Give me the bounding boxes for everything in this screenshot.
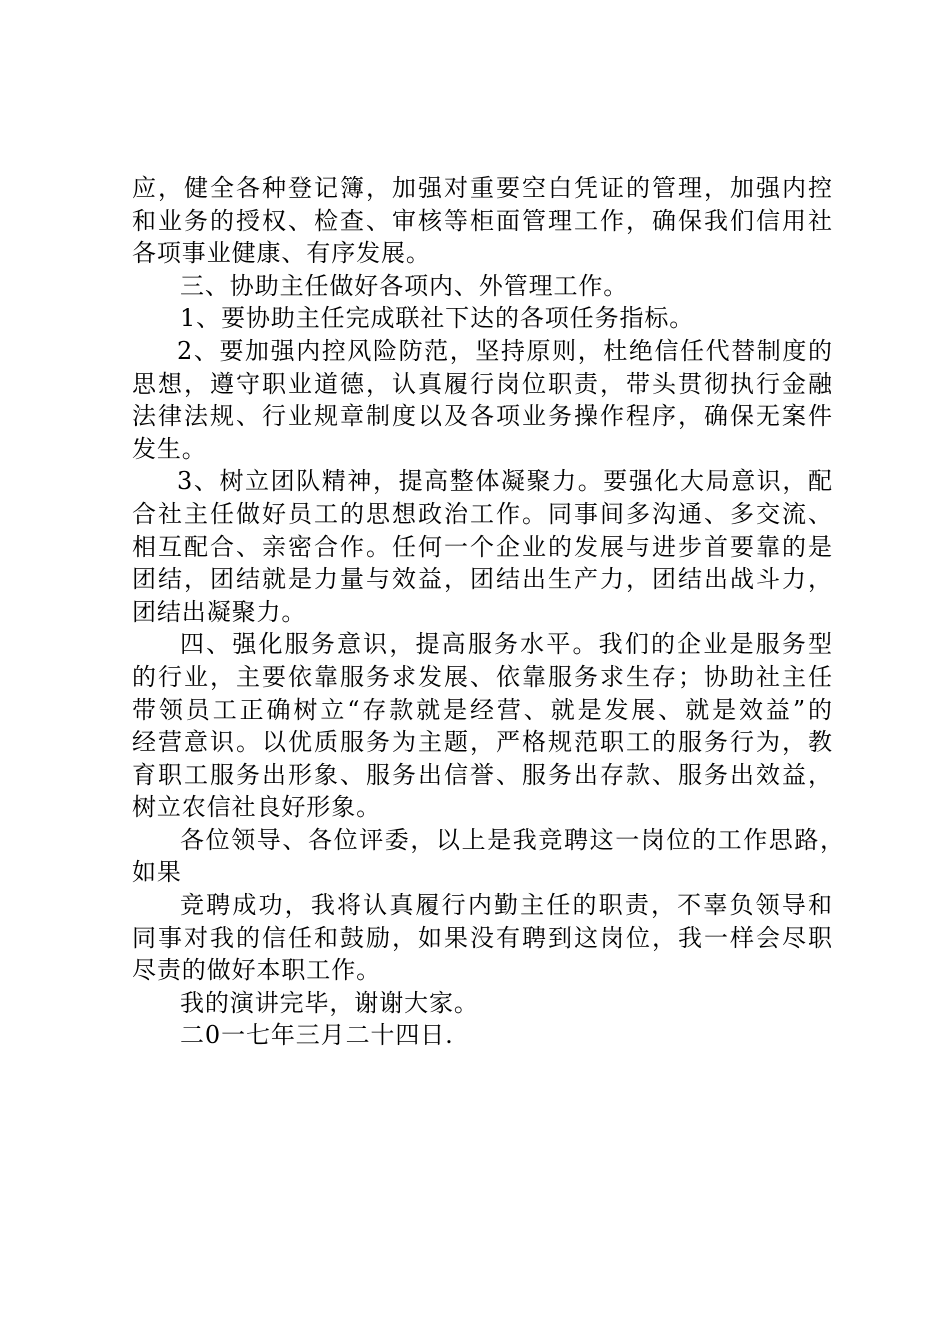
section-heading: 四、强化服务意识，提高服务水平。我们的企业是服务型 — [180, 630, 832, 659]
text-line: 竞聘成功，我将认真履行内勤主任的职责，不辜负领导和 — [180, 891, 832, 920]
text-line: 各位领导、各位评委，以上是我竞聘这一岗位的工作思路， — [180, 825, 844, 854]
text-line: 应，健全各种登记簿，加强对重要空白凭证的管理，加强内控 — [132, 174, 832, 202]
document-body — [132, 172, 844, 1052]
text-line: 合社主任做好员工的思想政治工作。同事间多沟通、多交流、 — [132, 499, 832, 528]
text-line: 团结，团结就是力量与效益，团结出生产力，团结出战斗力， — [132, 565, 832, 594]
list-item: 1、要协助主任完成联社下达的各项任务指标。 — [180, 304, 695, 333]
text-line: 法律法规、行业规章制度以及各项业务操作程序，确保无案件 — [132, 402, 832, 431]
date-line: 二0一七年三月二十四日. — [180, 1021, 454, 1050]
text-line: 团结出凝聚力。 — [132, 597, 307, 626]
text-line: 各项事业健康、有序发展。 — [132, 239, 431, 268]
closing-line: 我的演讲完毕，谢谢大家。 — [180, 988, 479, 1017]
section-heading: 三、协助主任做好各项内、外管理工作。 — [180, 271, 629, 300]
text-line: 尽责的做好本职工作。 — [132, 956, 381, 985]
list-item: 3、树立团队精神，提高整体凝聚力。要强化大局意识，配 — [177, 467, 832, 496]
list-item: 2、要加强内控风险防范，坚持原则，杜绝信任代替制度的 — [177, 336, 832, 365]
text-line: 树立农信社良好形象。 — [132, 793, 381, 822]
text-line: 相互配合、亲密合作。任何一个企业的发展与进步首要靠的是 — [132, 532, 832, 561]
text-line: 带领员工正确树立“存款就是经营、就是发展、就是效益”的 — [132, 695, 832, 724]
text-line: 如果 — [132, 858, 182, 887]
text-line: 思想，遵守职业道德，认真履行岗位职责，带头贯彻执行金融 — [132, 369, 832, 398]
text-line: 的行业，主要依靠服务求发展、依靠服务求生存；协助社主任 — [132, 662, 832, 691]
text-line: 和业务的授权、检查、审核等柜面管理工作，确保我们信用社 — [132, 206, 832, 235]
text-line: 发生。 — [132, 434, 207, 463]
text-line: 育职工服务出形象、服务出信誉、服务出存款、服务出效益， — [132, 760, 832, 789]
text-line: 经营意识。以优质服务为主题，严格规范职工的服务行为，教 — [132, 728, 832, 757]
text-line: 同事对我的信任和鼓励，如果没有聘到这岗位，我一样会尽职 — [132, 923, 832, 952]
